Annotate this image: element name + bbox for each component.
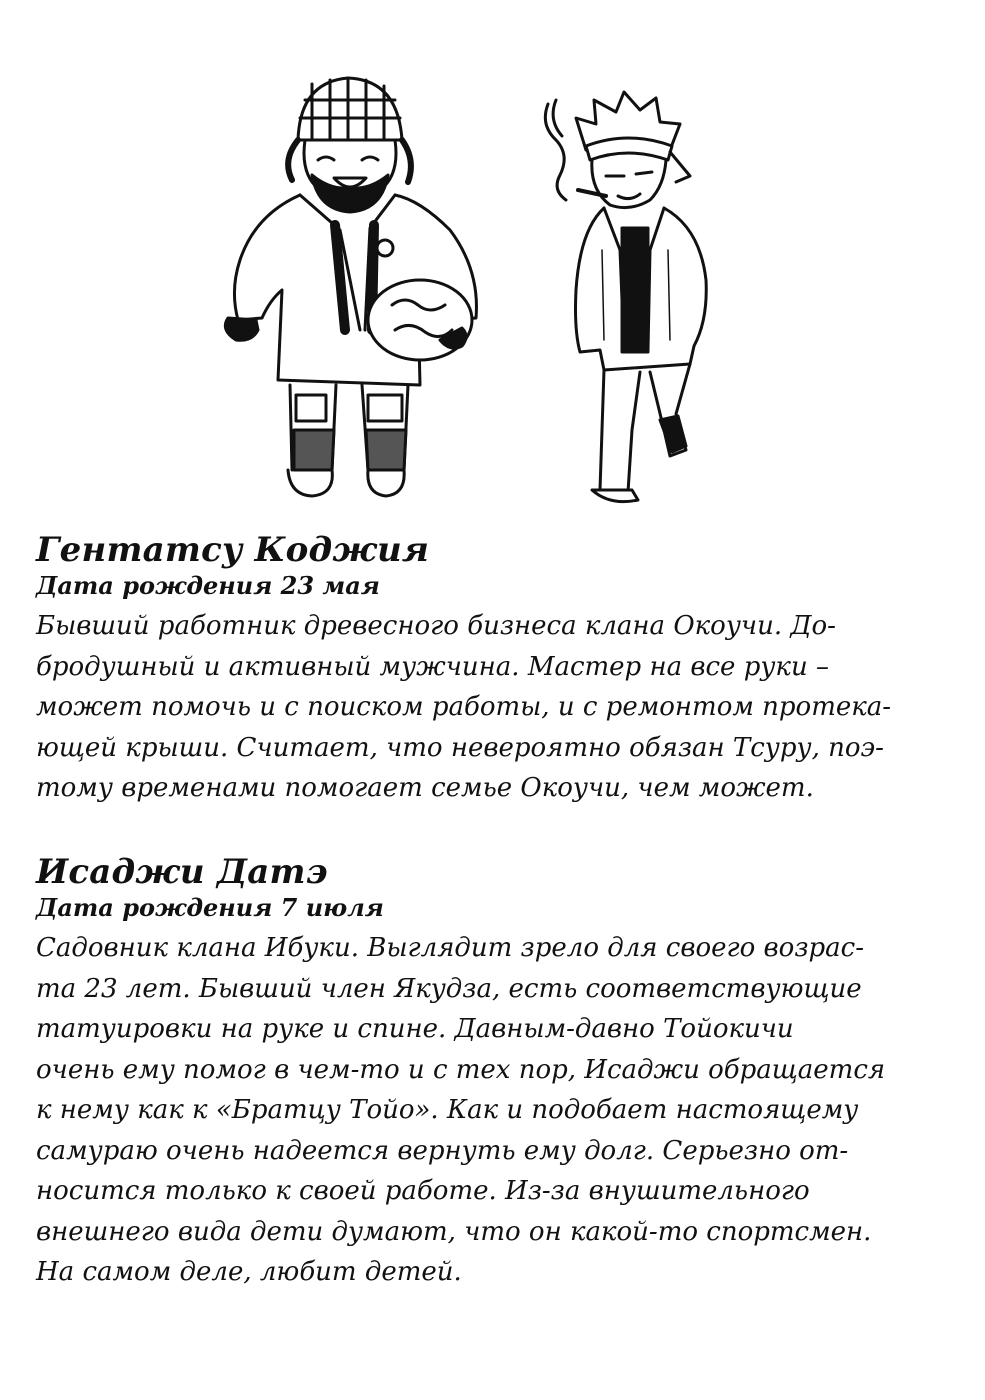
description-line: может помочь и с поиском работы, и с ремонтом протека- <box>36 692 892 722</box>
description-line: татуировки на руке и спине. Давным-давно Тойокичи <box>36 1014 794 1044</box>
gentatsu-figure <box>225 78 476 496</box>
character-profile-gentatsu <box>36 530 956 809</box>
description-line: очень ему помог в чем-то и с тех пор, Исаджи обращается <box>36 1054 886 1085</box>
description-line: ющей крыши. Считает, что невероятно обязан Тсуру, поэ- <box>36 732 884 763</box>
description-line: На самом деле, любит детей. <box>36 1257 462 1287</box>
description-line: та 23 лет. Бывший член Якудза, есть соответствующие <box>36 973 862 1004</box>
description-line: Садовник клана Ибуки. Выглядит зрело для своего возрас- <box>36 933 865 963</box>
character-birthday: Дата рождения 7 июля <box>36 893 384 922</box>
description-line: носится только к своей работе. Из-за внушительного <box>36 1176 810 1206</box>
character-birthday: Дата рождения 23 мая <box>36 571 380 600</box>
description-line: к нему как к «Братцу Тойо». Как и подобает настоящему <box>36 1095 859 1125</box>
description-line: бродушный и активный мужчина. Мастер на все руки – <box>36 651 829 682</box>
character-profile-isadzhi <box>36 852 956 1293</box>
character-illustration <box>0 0 985 520</box>
character-name: Гентатсу Коджия <box>36 530 430 570</box>
description-line: внешнего вида дети думают, что он какой-то спортсмен. <box>36 1216 872 1247</box>
character-name: Исаджи Датэ <box>36 852 328 892</box>
description-line: Бывший работник древесного бизнеса клана Окоучи. До- <box>36 611 836 641</box>
description-line: самураю очень надеется вернуть ему долг. Серьезно от- <box>36 1135 849 1166</box>
isadzhi-figure <box>545 92 706 502</box>
description-line: тому временами помогает семье Окоучи, чем может. <box>36 773 814 803</box>
